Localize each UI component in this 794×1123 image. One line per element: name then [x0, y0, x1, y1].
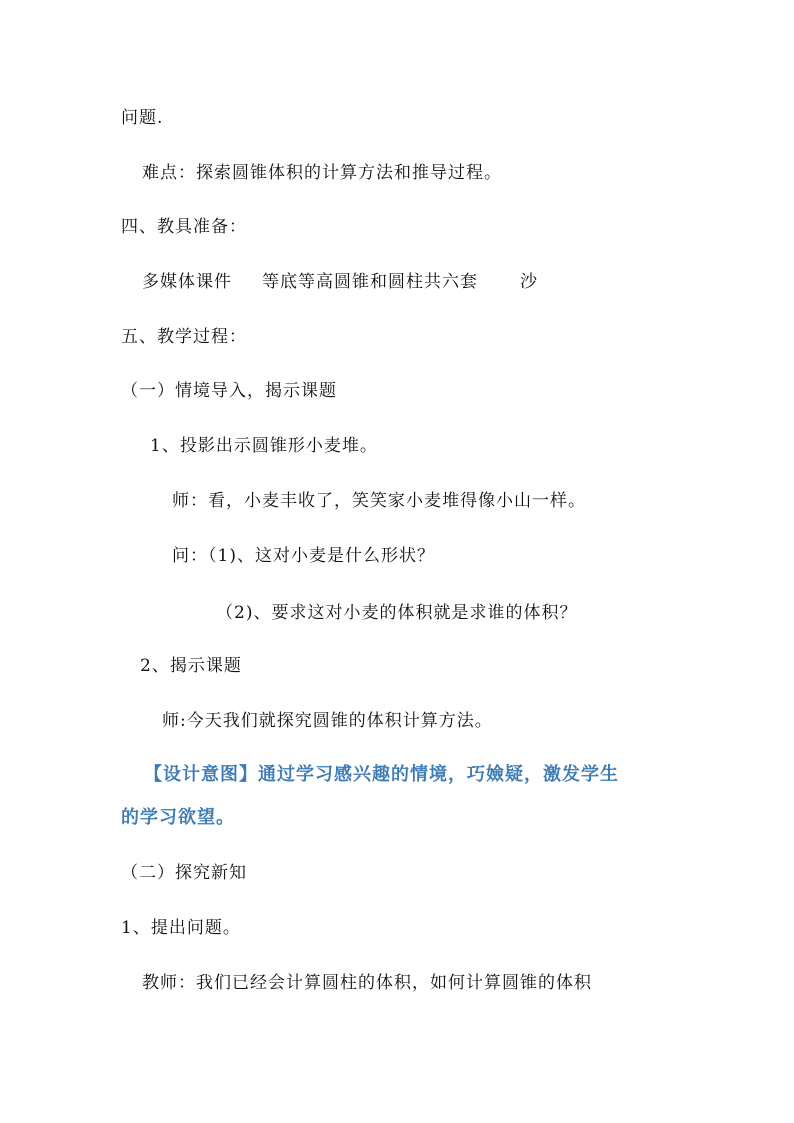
text-line: 师:今天我们就探究圆锥的体积计算方法。 [162, 711, 493, 731]
text-line: 师：看，小麦丰收了，笑笑家小麦堆得像小山一样。 [172, 491, 586, 511]
text-line: 1、提出问题。 [121, 918, 241, 938]
text-line: 难点：探索圆锥体积的计算方法和推导过程。 [142, 163, 502, 183]
material-item: 沙 [520, 272, 538, 292]
section-heading: 五、教学过程： [121, 327, 247, 347]
text-line: （2)、要求这对小麦的体积就是求谁的体积？ [216, 603, 578, 623]
text-line: 问题. [121, 108, 164, 128]
materials-line [142, 270, 538, 294]
section-heading: 四、教具准备： [121, 217, 247, 237]
material-item: 多媒体课件 [142, 272, 232, 292]
design-note-line: 的学习欲望。 [121, 807, 235, 828]
text-line: 问：（1)、这对小麦是什么形状？ [172, 546, 435, 566]
text-line: 1、投影出示圆锥形小麦堆。 [150, 436, 378, 456]
design-note-line: 【设计意图】通过学习感兴趣的情境，巧嬐疑，激发学生 [144, 764, 619, 785]
subsection-heading: （二）探究新知 [121, 863, 247, 883]
subsection-heading: （一）情境导入，揭示课题 [121, 381, 337, 401]
text-line: 教师：我们已经会计算圆柱的体积，如何计算圆锥的体积 [142, 973, 592, 993]
text-line: 2、揭示课题 [140, 656, 242, 676]
material-item: 等底等高圆锥和圆柱共六套 [262, 272, 478, 292]
